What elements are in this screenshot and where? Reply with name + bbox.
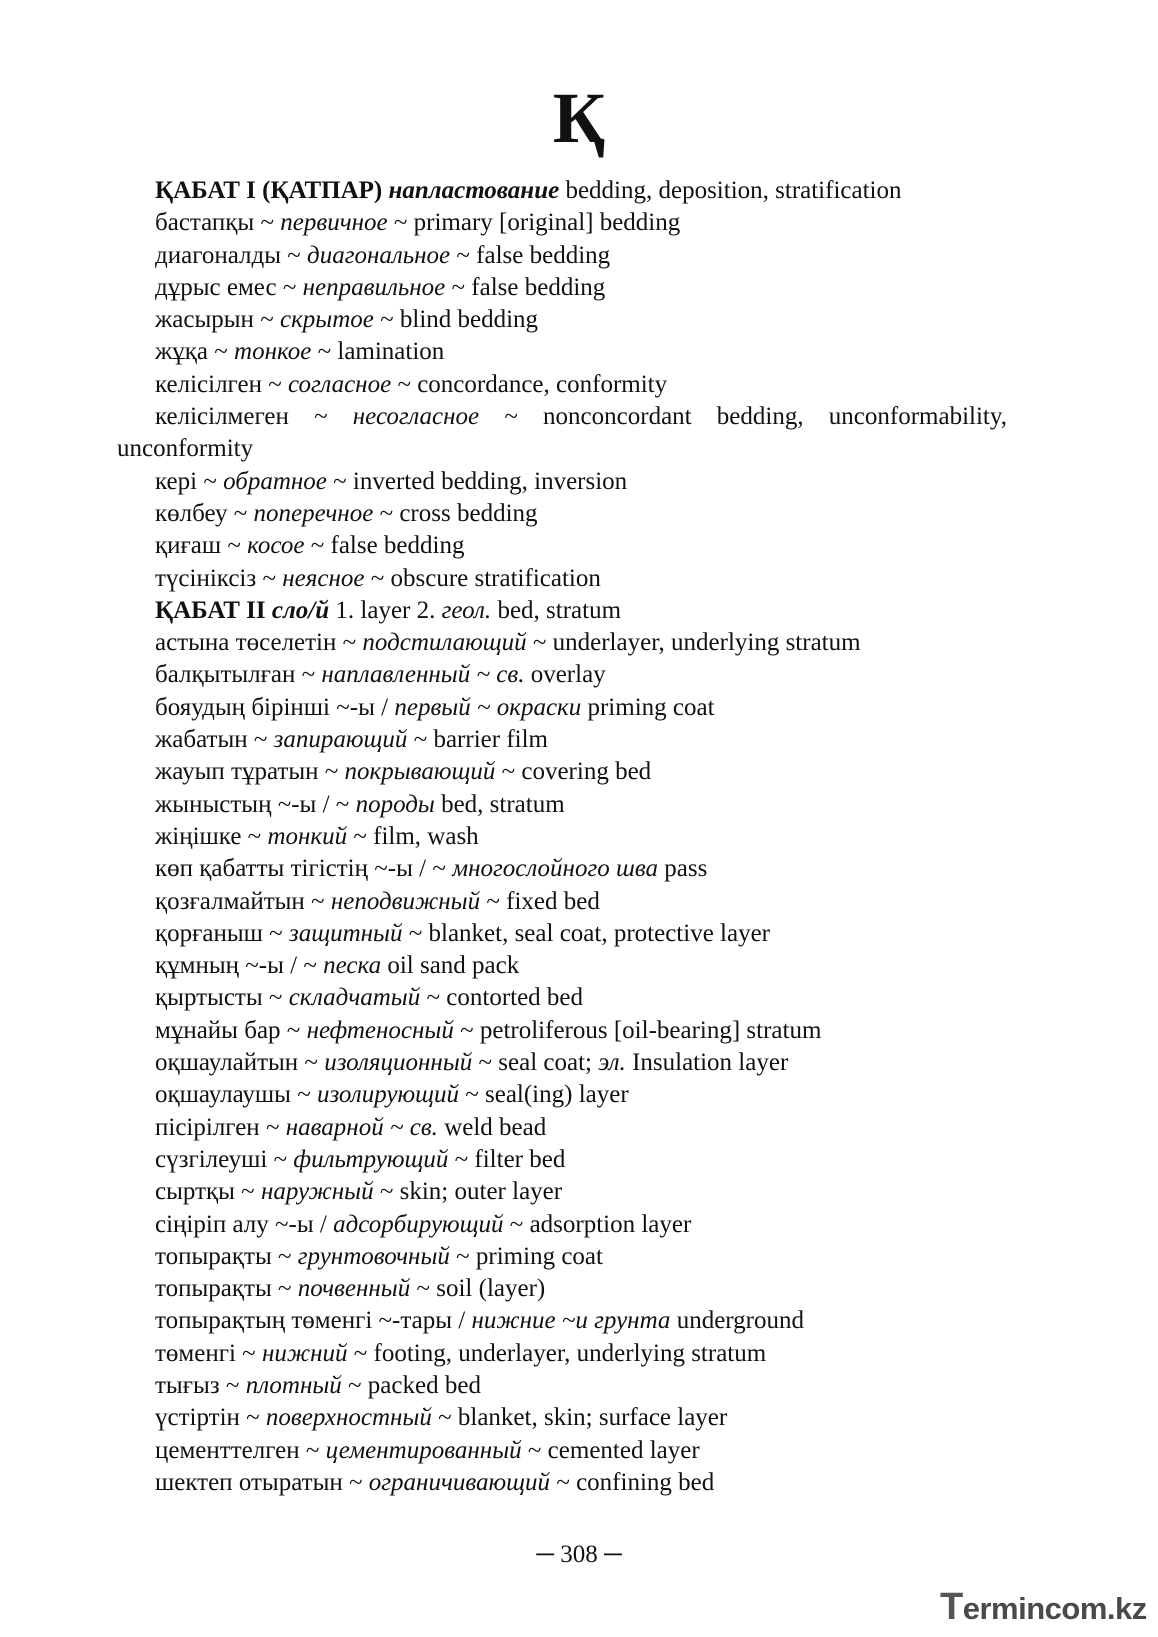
dictionary-entry [117, 982, 1007, 1014]
entry-segment: многослойного шва [452, 855, 658, 883]
entry-segment: диагональное [307, 241, 451, 269]
entry-segment: bed, stratum [491, 596, 622, 624]
entry-segment: шектеп отыратын ~ [155, 1468, 369, 1496]
entry-segment: ~ skin; outer layer [373, 1178, 563, 1206]
entry-segment: геол. [441, 596, 492, 624]
entry-segment: наружный [260, 1178, 374, 1206]
dictionary-entry [117, 756, 1007, 788]
entry-segment: overlay [524, 661, 606, 689]
dictionary-entry [117, 336, 1007, 368]
entry-segment: мұнайы бар ~ [155, 1016, 307, 1044]
termincom-watermark-logo: Termincom.kz [940, 1586, 1147, 1628]
dictionary-entry [117, 950, 1007, 982]
entry-segment: 1. layer 2. [329, 596, 442, 624]
entry-segment: нижние ~и грунта [471, 1307, 671, 1335]
entry-segment: үстіртін ~ [155, 1404, 266, 1432]
entry-segment: грунтовочный [297, 1242, 450, 1270]
entry-segment: ~ inverted bedding, inversion [326, 467, 628, 495]
entry-segment: согласное [287, 370, 392, 398]
entry-segment: ~ seal coat; [472, 1049, 599, 1077]
entry-segment: ~ soil (layer) [410, 1275, 546, 1303]
entry-segment: тонкий [267, 822, 348, 850]
entry-segment: ~ concordance, conformity [391, 370, 668, 398]
dictionary-entry [117, 886, 1007, 918]
entry-segment: фильтрующий [293, 1145, 449, 1173]
entry-segment: oil sand pack [381, 952, 520, 980]
entry-segment: бояудың бірінші ~-ы / [155, 693, 395, 721]
dictionary-entry [117, 1435, 1007, 1467]
entry-segment: запирающий [273, 726, 408, 754]
entry-segment: наплавленный ~ св. [321, 661, 525, 689]
entry-segment: кері ~ [155, 467, 224, 495]
dictionary-entry [117, 1467, 1007, 1499]
dictionary-entry [117, 724, 1007, 756]
entry-segment: ~ petroliferous [oil-bearing] stratum [453, 1016, 822, 1044]
entry-segment: ~ priming coat [449, 1242, 603, 1270]
entry-segment: ~ barrier film [407, 726, 548, 754]
entry-segment: bed, stratum [434, 790, 565, 818]
entry-segment: бастапқы ~ [155, 209, 281, 237]
entry-segment: сло/й [271, 596, 330, 624]
entry-segment: ~ false bedding [304, 532, 465, 560]
dictionary-entry [117, 821, 1007, 853]
entry-segment: келісілмеген ~ [155, 403, 353, 431]
dictionary-entry [117, 498, 1007, 530]
entry-segment: ~ underlayer, underlying stratum [526, 629, 861, 657]
entry-segment: косое [247, 532, 305, 560]
entry-segment: почвенный [297, 1275, 411, 1303]
entry-segment: тонкое [234, 338, 312, 366]
entry-segment: нижний [261, 1339, 348, 1367]
dictionary-entry [117, 563, 1007, 595]
entry-segment: покрывающий [344, 758, 496, 786]
entry-segment: pass [658, 855, 708, 883]
entry-segment: ~ lamination [311, 338, 445, 366]
dictionary-entry [117, 1338, 1007, 1370]
dictionary-entry [117, 175, 1007, 207]
entry-segment: породы [355, 790, 435, 818]
entry-segment: ҚАБАТ I (ҚАТПАР) [155, 177, 389, 204]
entry-segment: нефтеносный [306, 1016, 454, 1044]
dictionary-entry [117, 466, 1007, 498]
entry-segment: ~ packed bed [341, 1371, 481, 1399]
dictionary-entry [117, 1241, 1007, 1273]
entry-segment: топырақты ~ [155, 1275, 298, 1303]
entry-segment: қыртысты ~ [155, 984, 289, 1012]
page-number: ─ 308 ─ [536, 1541, 622, 1568]
dictionary-entry [117, 240, 1007, 272]
entry-segment: ~ nonconcordant bedding, unconformability, unconformity [117, 403, 1007, 463]
dictionary-entry [117, 369, 1007, 401]
dictionary-entry [117, 627, 1007, 659]
dictionary-entry [117, 1047, 1007, 1079]
entry-segment: құмның ~-ы / ~ [155, 952, 324, 980]
entry-segment: неправильное [302, 273, 446, 301]
entry-segment: жұқа ~ [155, 338, 235, 366]
entry-segment: төменгі ~ [155, 1339, 262, 1367]
entry-segment: подстилающий [362, 629, 527, 657]
entry-segment: көлбеу ~ [155, 499, 254, 527]
dictionary-entry [117, 595, 1007, 627]
entry-segment: priming coat [581, 693, 715, 721]
dictionary-entry [117, 853, 1007, 885]
dictionary-entry [117, 1176, 1007, 1208]
dictionary-entry [117, 272, 1007, 304]
entry-segment: bedding, deposition, stratification [559, 177, 902, 204]
entry-segment: адсорбирующий [333, 1210, 504, 1238]
entry-segment: первый ~ окраски [394, 693, 582, 721]
dictionary-entry [117, 1209, 1007, 1241]
entry-segment: сіңіріп алу ~-ы / [155, 1210, 334, 1238]
entry-segment: ~ footing, underlayer, underlying stratum [347, 1339, 767, 1367]
entry-segment: астына төселетін ~ [155, 629, 363, 657]
dictionary-entries [117, 175, 1007, 1499]
entry-segment: келісілген ~ [155, 370, 288, 398]
dictionary-entry [117, 1305, 1007, 1337]
entry-segment: изолирующий [317, 1081, 459, 1109]
entry-segment: ~ covering bed [495, 758, 652, 786]
entry-segment: дұрыс емес ~ [155, 273, 303, 301]
entry-segment: неподвижный [330, 887, 481, 915]
dictionary-entry [117, 530, 1007, 562]
dictionary-entry [117, 1402, 1007, 1434]
dictionary-entry [117, 1079, 1007, 1111]
entry-segment: ~ primary [original] bedding [387, 209, 681, 237]
entry-segment: ~ filter bed [448, 1145, 566, 1173]
entry-segment: изоляционный [324, 1049, 473, 1077]
entry-segment: эл. [598, 1049, 626, 1077]
entry-segment: Insulation layer [625, 1049, 789, 1077]
entry-segment: защитный [288, 919, 403, 947]
entry-segment: складчатый [288, 984, 421, 1012]
entry-segment: напластование [388, 177, 560, 204]
dictionary-entry [117, 1273, 1007, 1305]
dictionary-entry [117, 1015, 1007, 1047]
entry-segment: песка [323, 952, 382, 980]
entry-segment: қиғаш ~ [155, 532, 248, 560]
entry-segment: ~ obscure stratification [364, 564, 601, 592]
entry-segment: поперечное [253, 499, 374, 527]
dictionary-entry [117, 789, 1007, 821]
entry-segment: сүзгілеуші ~ [155, 1145, 294, 1173]
entry-segment: ~ film, wash [347, 822, 479, 850]
entry-segment: жауып тұратын ~ [155, 758, 345, 786]
dictionary-entry [117, 1370, 1007, 1402]
entry-segment: поверхностный [265, 1404, 432, 1432]
entry-segment: жіңішке ~ [155, 822, 268, 850]
entry-segment: ҚАБАТ II [155, 596, 272, 624]
entry-segment: сыртқы ~ [155, 1178, 261, 1206]
entry-segment: ~ false bedding [445, 273, 606, 301]
entry-segment: жыныстың ~-ы / ~ [155, 790, 356, 818]
entry-segment: оқшаулайтын ~ [155, 1049, 325, 1077]
entry-segment: скрытое [279, 306, 374, 334]
entry-segment: ~ confining bed [550, 1468, 715, 1496]
entry-segment: жасырын ~ [155, 306, 280, 334]
entry-segment: ~ blanket, seal coat, protective layer [402, 919, 770, 947]
entry-segment: көп қабатты тігістің ~-ы / ~ [155, 855, 453, 883]
dictionary-entry [117, 401, 1007, 466]
entry-segment: несогласное [352, 403, 480, 431]
entry-segment: ~ fixed bed [480, 887, 600, 915]
section-letter-heading: Қ [552, 78, 606, 158]
entry-segment: ~ cross bedding [373, 499, 538, 527]
entry-segment: ~ cemented layer [521, 1436, 700, 1464]
dictionary-entry [117, 918, 1007, 950]
entry-segment: пісірілген ~ [155, 1113, 286, 1141]
entry-segment: первичное [280, 209, 388, 237]
entry-segment: жабатын ~ [155, 726, 274, 754]
entry-segment: ~ contorted bed [420, 984, 584, 1012]
entry-segment: плотный [245, 1371, 342, 1399]
entry-segment: қорғаныш ~ [155, 919, 289, 947]
entry-segment: тығыз ~ [155, 1371, 246, 1399]
entry-segment: underground [670, 1307, 804, 1335]
dictionary-entry [117, 1144, 1007, 1176]
entry-segment: қозғалмайтын ~ [155, 887, 331, 915]
entry-segment: топырақты ~ [155, 1242, 298, 1270]
entry-segment: weld bead [437, 1113, 547, 1141]
entry-segment: ~ false bedding [450, 241, 611, 269]
entry-segment: ограничивающий [368, 1468, 551, 1496]
entry-segment: топырақтың төменгі ~-тары / [155, 1307, 472, 1335]
entry-segment: ~ adsorption layer [503, 1210, 692, 1238]
entry-segment: цементированный [325, 1436, 522, 1464]
dictionary-entry [117, 1112, 1007, 1144]
entry-segment: ~ blanket, skin; surface layer [431, 1404, 728, 1432]
entry-segment: түсініксіз ~ [155, 564, 283, 592]
entry-segment: обратное [223, 467, 327, 495]
entry-segment: балқытылған ~ [155, 661, 322, 689]
entry-segment: неясное [282, 564, 365, 592]
entry-segment: цементтелген ~ [155, 1436, 326, 1464]
dictionary-entry [117, 207, 1007, 239]
dictionary-entry [117, 692, 1007, 724]
entry-segment: оқшаулаушы ~ [155, 1081, 317, 1109]
entry-segment: ~ blind bedding [373, 306, 539, 334]
dictionary-entry [117, 304, 1007, 336]
dictionary-entry [117, 659, 1007, 691]
entry-segment: ~ seal(ing) layer [458, 1081, 629, 1109]
entry-segment: диагоналды ~ [155, 241, 308, 269]
entry-segment: наварной ~ св. [285, 1113, 438, 1141]
